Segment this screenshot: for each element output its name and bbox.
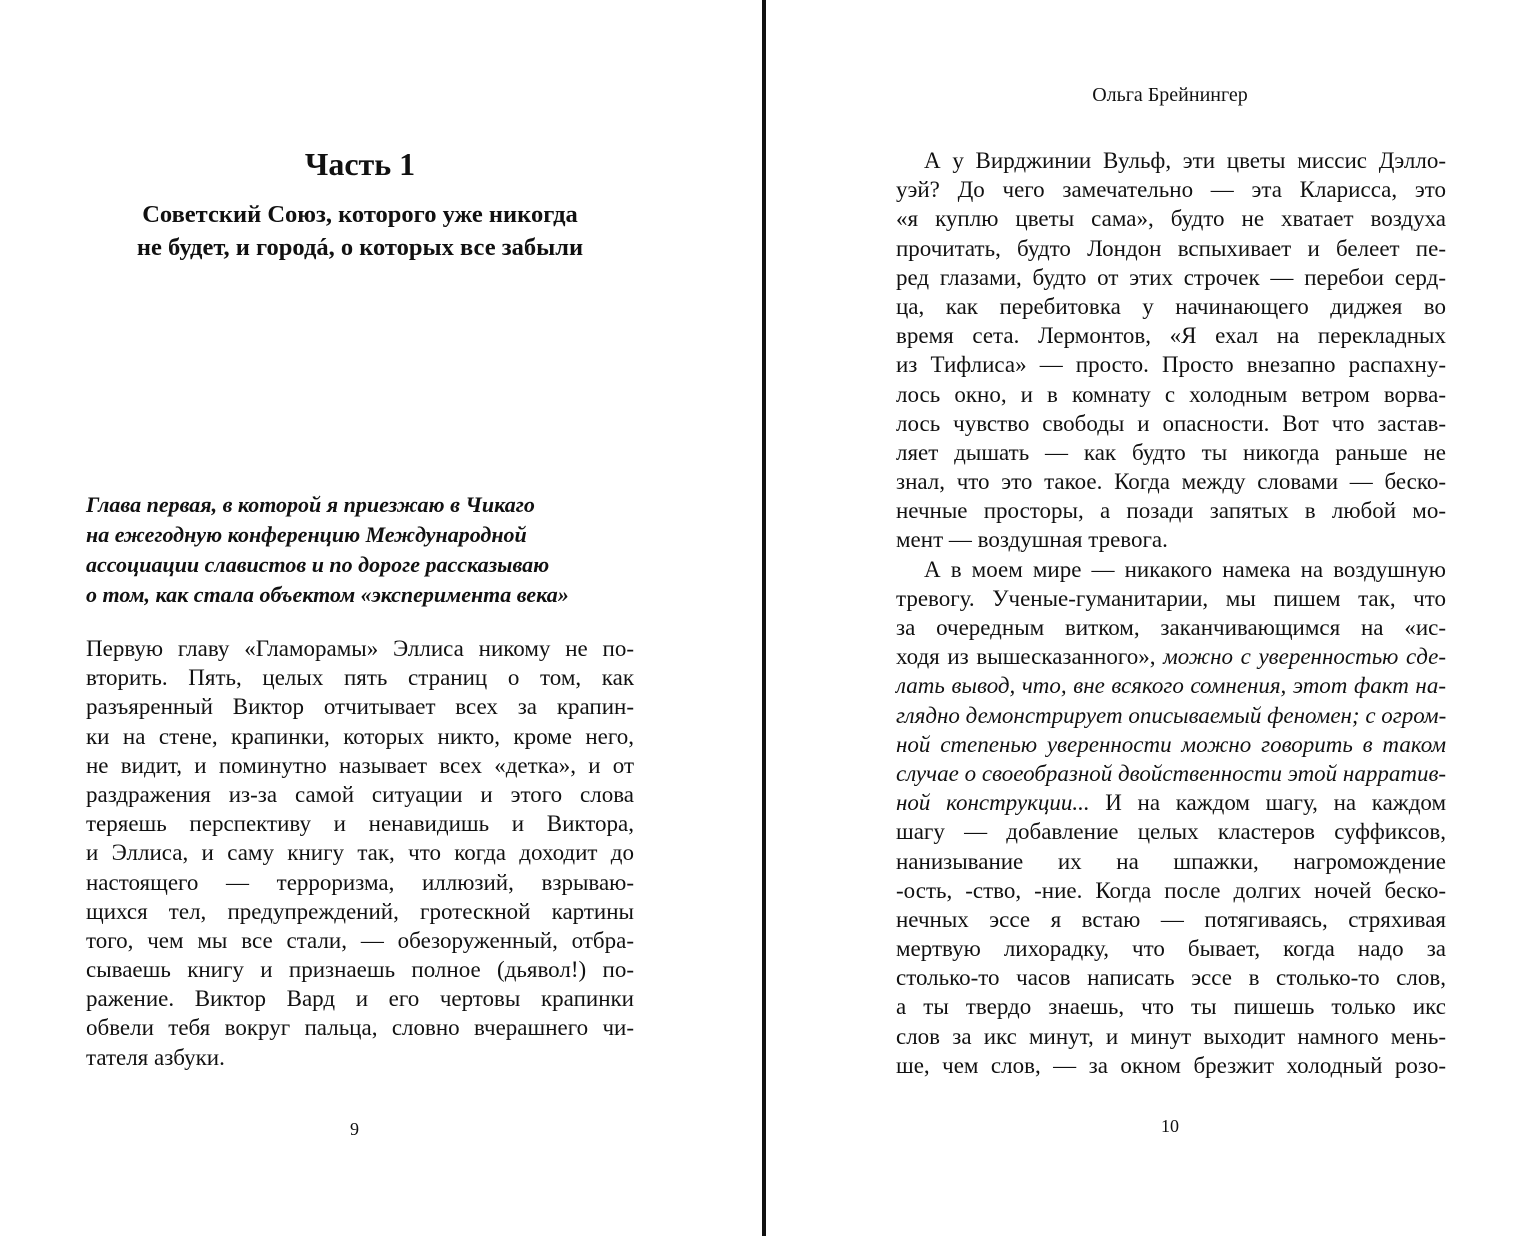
left-body-text — [86, 634, 634, 1072]
text-line — [896, 234, 1446, 263]
text-segment: уэй? До чего замечательно — эта Кларисса, это — [896, 177, 1446, 203]
text-line — [896, 409, 1446, 438]
text-line — [896, 146, 1446, 175]
text-line — [896, 525, 1446, 554]
chapter-title-line: ассоциации славистов и по дороге рассказываю — [86, 552, 550, 577]
text-line — [896, 321, 1446, 350]
text-line: ражение. Виктор Вард и его чертовы крапинки — [86, 986, 634, 1012]
text-line — [896, 496, 1446, 525]
text-line: раздражения из-за самой ситуации и этого слова — [86, 781, 634, 807]
text-segment: мертвую лихорадку, что бывает, когда надо за — [896, 936, 1446, 962]
text-line: настоящего — терроризма, иллюзий, взрываю- — [86, 869, 634, 895]
italic-text-segment: случае о своеобразной двойственности этой нарратив- — [896, 760, 1447, 786]
text-line — [896, 992, 1446, 1021]
text-line: сываешь книгу и признаешь полное (дьявол!) по- — [86, 957, 634, 983]
text-segment: прочитать, будто Лондон вспыхивает и белеет пе- — [896, 235, 1446, 261]
text-segment: ляет дышать — как будто ты никогда раньше не — [896, 439, 1446, 465]
text-line: щихся тел, предупреждений, гротескной картины — [86, 898, 634, 924]
text-segment: И на каждом шагу, на каждом — [1089, 790, 1447, 816]
text-line — [896, 263, 1446, 292]
text-line — [896, 350, 1446, 379]
text-segment: знал, что это такое. Когда между словами — беско- — [896, 469, 1446, 495]
part-subtitle-line: Советский Союз, которого уже никогда — [142, 201, 578, 228]
text-line: не видит, и поминутно называет всех «детка», и от — [86, 752, 634, 778]
text-line — [896, 817, 1446, 846]
text-line — [896, 467, 1446, 496]
text-line — [896, 963, 1446, 992]
text-segment: слов за икс минут, и минут выходит намного мень- — [896, 1023, 1446, 1049]
text-segment: тревогу. Ученые-гуманитарии, мы пишем так, что — [896, 585, 1446, 611]
running-head: Ольга Брейнингер — [1092, 84, 1248, 106]
text-segment: лось чувство свободы и опасности. Вот что застав- — [896, 410, 1446, 436]
text-segment: ходя из вышесказанного», — [896, 644, 1156, 670]
text-line: тателя азбуки. — [86, 1044, 225, 1070]
text-line — [896, 1022, 1446, 1051]
text-line: разъяренный Виктор отчитывает всех за крапин- — [86, 694, 634, 720]
text-line — [896, 730, 1446, 759]
italic-text-segment: лать вывод, что, вне всякого сомнения, этот факт на- — [896, 673, 1446, 699]
page-number: 10 — [1161, 1116, 1179, 1136]
text-line — [896, 1051, 1446, 1080]
text-segment: мент — воздушная тревога. — [896, 527, 1168, 553]
text-line: обвели тебя вокруг пальца, словно вчерашнего чи- — [86, 1015, 634, 1041]
chapter-title-line: Глава первая, в которой я приезжаю в Чикаго — [86, 492, 535, 517]
text-segment: нечные просторы, а позади запятых в любой мо- — [896, 498, 1446, 524]
text-line — [896, 934, 1446, 963]
text-segment: нечных эссе я встаю — потягиваясь, стряхивая — [896, 906, 1446, 932]
text-segment: А в моем мире — никакого намека на воздушную — [924, 556, 1446, 582]
text-line — [896, 175, 1446, 204]
text-segment: -ость, -ство, -ние. Когда после долгих ночей беско- — [896, 877, 1446, 903]
text-line — [896, 759, 1446, 788]
part-subtitle-line: не будет, и городá, о которых все забыли — [136, 234, 584, 261]
text-segment: ред глазами, будто от этих строчек — перебои серд- — [896, 264, 1446, 290]
text-line — [896, 292, 1446, 321]
text-line: вторить. Пять, целых пять страниц о том, как — [86, 665, 634, 691]
right-page — [766, 0, 1534, 1236]
text-line — [896, 380, 1446, 409]
text-segment: А у Вирджинии Вульф, эти цветы миссис Дэлло- — [924, 148, 1446, 173]
right-body-text — [896, 146, 1446, 1080]
text-line — [896, 613, 1446, 642]
text-line: того, чем мы все стали, — обезоруженный, отбра- — [86, 927, 634, 953]
page-number: 9 — [350, 1119, 359, 1139]
left-page — [0, 0, 762, 1236]
italic-text-segment: ной степенью уверенности можно говорить в таком — [896, 731, 1446, 757]
text-segment: ше, чем слов, — за окном брезжит холодный розо- — [896, 1052, 1446, 1078]
italic-text-segment: глядно демонстрирует описываемый феномен; с огром- — [896, 702, 1447, 728]
text-line — [896, 671, 1446, 700]
italic-text-segment: можно с уверенностью сде- — [1163, 644, 1446, 670]
chapter-title-line: на ежегодную конференцию Международной — [86, 522, 527, 547]
text-segment: «я куплю цветы сама», будто не хватает воздуха — [896, 206, 1446, 232]
text-line — [896, 584, 1446, 613]
text-line: Первую главу «Гламорамы» Эллиса никому не по- — [86, 636, 634, 661]
text-line: теряешь перспективу и ненавидишь и Виктора, — [86, 811, 634, 837]
text-segment: столько-то часов написать эссе в столько-то слов, — [896, 965, 1446, 991]
chapter-title — [86, 490, 646, 610]
text-segment: шагу — добавление целых кластеров суффиксов, — [896, 819, 1446, 845]
text-line — [896, 905, 1446, 934]
text-line — [896, 555, 1446, 584]
text-segment: нанизывание их на шпажки, нагромождение — [896, 848, 1446, 874]
text-line — [896, 701, 1446, 730]
text-segment: лось окно, и в комнату с холодным ветром ворва- — [896, 381, 1446, 407]
italic-text-segment: ной конструкции... — [896, 790, 1090, 816]
text-segment: время сета. Лермонтов, «Я ехал на перекладных — [896, 323, 1446, 349]
text-line — [896, 788, 1446, 817]
chapter-title-line: о том, как стала объектом «эксперимента века» — [86, 582, 569, 607]
text-line — [896, 438, 1446, 467]
text-segment: из Тифлиса» — просто. Просто внезапно распахну- — [896, 352, 1446, 378]
text-segment: а ты твердо знаешь, что ты пишешь только икс — [896, 994, 1446, 1020]
text-line: ки на стене, крапинки, которых никто, кроме него, — [86, 723, 634, 749]
text-line — [896, 642, 1446, 671]
text-line — [896, 847, 1446, 876]
part-title: Часть 1 — [304, 146, 416, 182]
text-line: и Эллиса, и саму книгу так, что когда доходит до — [86, 840, 634, 866]
text-line — [896, 204, 1446, 233]
text-segment: за очередным витком, заканчивающимся на «ис- — [896, 615, 1446, 640]
part-subtitle — [80, 198, 640, 264]
text-segment: ца, как перебитовка у начинающего диджея во — [896, 293, 1446, 319]
text-line — [896, 876, 1446, 905]
